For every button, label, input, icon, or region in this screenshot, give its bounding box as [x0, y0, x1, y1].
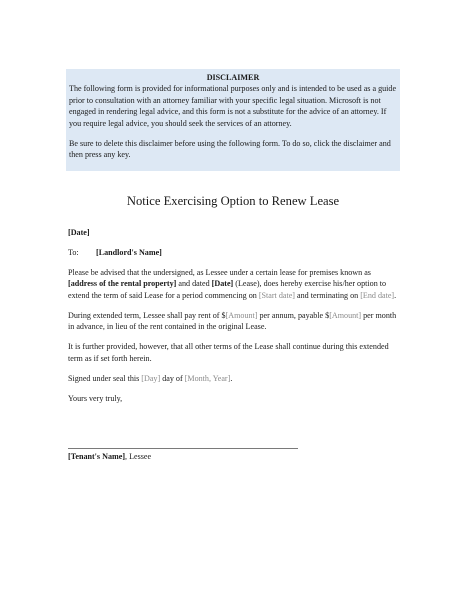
end-date-placeholder[interactable]: [End date]	[360, 290, 395, 300]
disclaimer-paragraph: The following form is provided for informational purposes only and is intended to be used as a guide prior to consultation with an attorney familiar with your specific legal situation. Microsoft is not engaged in rendering legal advice, and this form is not a substitute for the advice of an attorney. If you require legal advice, you should seek the services of an attorney.	[69, 84, 397, 128]
monthly-amount-placeholder[interactable]: [Amount]	[329, 310, 362, 320]
text-run: (Lease), does hereby exercise his/her option to extend the term of said Lease for a period commencing on	[68, 279, 387, 300]
text-run: per month in advance, in lieu of the rent contained in the original Lease.	[68, 310, 397, 332]
to-label: To:	[68, 248, 79, 257]
month-year-placeholder[interactable]: [Month, Year]	[184, 373, 231, 383]
text-run: and terminating on	[295, 290, 361, 300]
text-run: .	[394, 290, 397, 300]
letter-body	[68, 227, 402, 413]
tenant-name-placeholder[interactable]: [Tenant's Name]	[68, 452, 126, 461]
day-placeholder[interactable]: [Day]	[141, 373, 161, 383]
signature-block	[68, 451, 151, 462]
text-run: day of	[160, 373, 185, 383]
text-run: During extended term, Lessee shall pay rent of $	[68, 310, 226, 320]
address-placeholder[interactable]: [address of the rental property]	[68, 279, 177, 289]
paragraph-terms: It is further provided, however, that all other terms of the Lease shall continue during this extended term as if set forth herein.	[68, 342, 389, 363]
text-run: Please be advised that the undersigned, as Lessee under a certain lease for premises known as	[68, 268, 371, 277]
disclaimer-box[interactable]	[66, 69, 400, 171]
signature-line	[68, 448, 298, 449]
text-run: per annum, payable $	[257, 310, 330, 320]
lessee-label: , Lessee	[125, 452, 152, 461]
annual-amount-placeholder[interactable]: [Amount]	[225, 310, 258, 320]
paragraph-option-notice	[68, 267, 402, 301]
text-run: and dated	[176, 279, 212, 289]
landlord-name-placeholder[interactable]: [Landlord's Name]	[96, 248, 162, 257]
disclaimer-title: DISCLAIMER	[206, 73, 260, 82]
text-run: Signed under seal this	[68, 373, 142, 383]
document-title: Notice Exercising Option to Renew Lease	[126, 194, 340, 208]
paragraph-rent	[68, 310, 402, 333]
date-placeholder[interactable]: [Date]	[68, 228, 90, 237]
lease-date-placeholder[interactable]: [Date]	[211, 279, 234, 289]
text-run: .	[230, 373, 233, 383]
start-date-placeholder[interactable]: [Start date]	[258, 290, 295, 300]
disclaimer-instructions: Be sure to delete this disclaimer before using the following form. To do so, click the disclaimer and then press any key.	[69, 139, 391, 160]
recipient-line	[68, 247, 402, 258]
paragraph-signed	[68, 373, 402, 384]
closing-line: Yours very truly,	[68, 393, 123, 403]
